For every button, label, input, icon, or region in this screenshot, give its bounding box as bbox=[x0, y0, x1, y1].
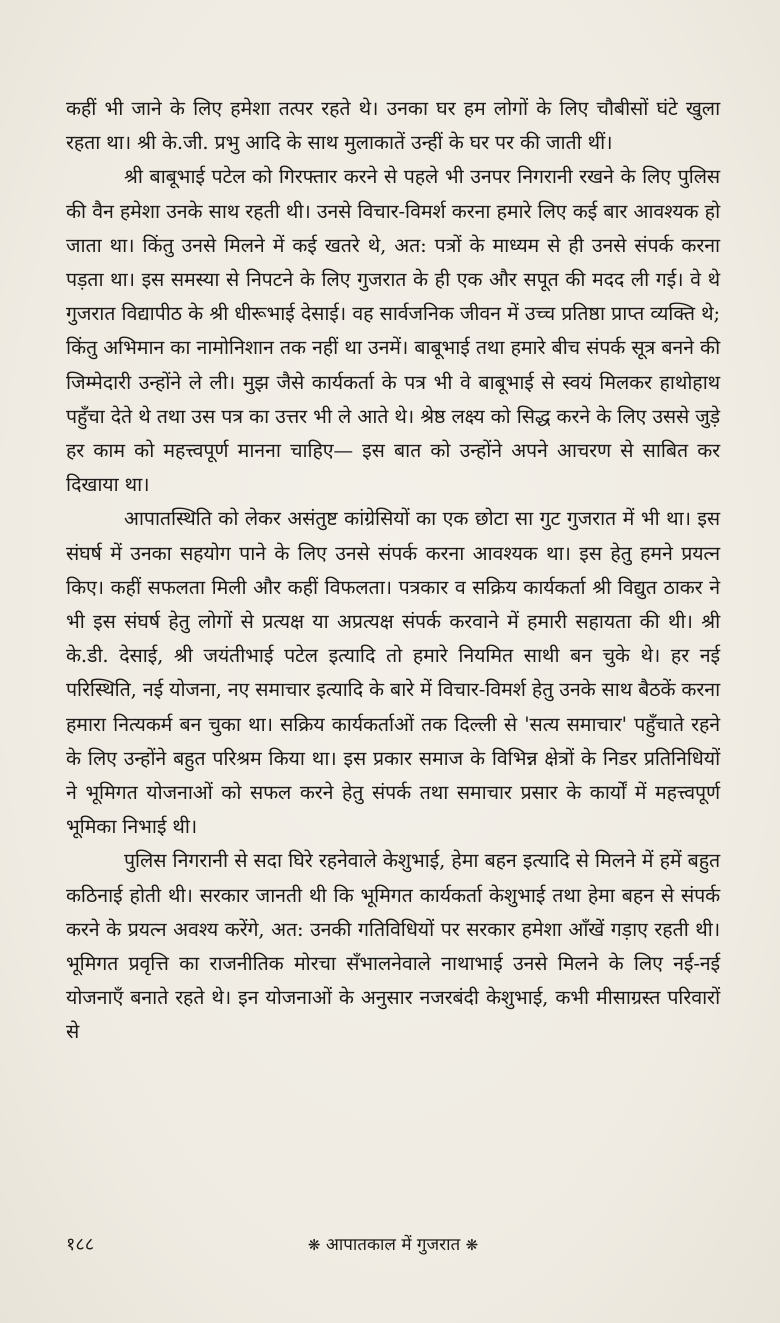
running-title bbox=[66, 1232, 720, 1255]
paragraph-keshubhai: पुलिस निगरानी से सदा घिरे रहनेवाले केशुभाई, हेमा बहन इत्यादि से मिलने में हमें बहुत कठिनाई होती थी। सरकार जानती थी कि भूमिगत कार्यकर्ता केशुभाई तथा हेमा बहन से संपर्क करने के प्रयत्न अवश्य करेंगे, अत: उनकी गतिविधियों पर सरकार हमेशा आँखें गड़ाए रहती थी। भूमिगत प्रवृत्ति का राजनीतिक मोरचा सँभालनेवाले नाथाभाई उनसे मिलने के लिए नई-नई योजनाएँ बनाते रहते थे। इन योजनाओं के अनुसार नजरबंदी केशुभाई, कभी मीसाग्रस्त परिवारों से bbox=[66, 849, 720, 1044]
paragraph-babubhai: श्री बाबूभाई पटेल को गिरफ्तार करने से पहले भी उनपर निगरानी रखने के लिए पुलिस की वैन हमेशा उनके साथ रहती थी। उनसे विचार-विमर्श करना हमारे लिए कई बार आवश्यक हो जाता था। किंतु उनसे मिलने में कई खतरे थे, अत: पत्रों के माध्यम से ही उनसे संपर्क करना पड़ता था। इस समस्या से निपटने के लिए गुजरात के ही एक और सपूत की मदद ली गई। वे थे गुजरात विद्यापीठ के श्री धीरूभाई देसाई। वह सार्वजनिक जीवन में उच्च प्रतिष्ठा प्राप्त व्यक्ति थे; किंतु अभिमान का नामोनिशान तक नहीं था उनमें। बाबूभाई तथा हमारे बीच संपर्क सूत्र बनने की जिम्मेदारी उन्होंने ले ली। मुझ जैसे कार्यकर्ता के पत्र भी वे बाबूभाई से स्वयं मिलकर हाथोहाथ पहुँचा देते थे तथा उस पत्र का उत्तर भी ले आते थे। श्रेष्ठ लक्ष्य को सिद्ध करने के लिए उससे जुड़े हर काम को महत्त्वपूर्ण मानना चाहिए— इस बात को उन्होंने अपने आचरण से साबित कर दिखाया था। bbox=[66, 165, 720, 497]
running-title-text: आपातकाल में गुजरात bbox=[325, 1235, 461, 1255]
paragraph-congress-group: आपातस्थिति को लेकर असंतुष्ट कांग्रेसियों का एक छोटा सा गुट गुजरात में भी था। इस संघर्ष में उनका सहयोग पाने के लिए उनसे संपर्क करना आवश्यक था। इस हेतु हमने प्रयत्न किए। कहीं सफलता मिली और कहीं विफलता। पत्रकार व सक्रिय कार्यकर्ता श्री विद्युत ठाकर ने भी इस संघर्ष हेतु लोगों से प्रत्यक्ष या अप्रत्यक्ष संपर्क करवाने में हमारी सहायता की थी। श्री के.डी. देसाई, श्री जयंतीभाई पटेल इत्यादि तो हमारे नियमित साथी बन चुके थे। हर नई परिस्थिति, नई योजना, नए समाचार इत्यादि के बारे में विचार-विमर्श हेतु उनके साथ बैठकें करना हमारा नित्यकर्म बन चुका था। सक्रिय कार्यकर्ताओं तक दिल्ली से 'सत्य समाचार' पहुँचाते रहने के लिए उन्होंने बहुत परिश्रम किया था। इस प्रकार समाज के विभिन्न क्षेत्रों के निडर प्रतिनिधियों ने भूमिगत योजनाओं को सफल करने हेतु संपर्क तथा समाचार प्रसार के कार्यों में महत्त्वपूर्ण भूमिका निभाई थी। bbox=[66, 507, 720, 839]
page-footer bbox=[66, 1232, 720, 1262]
body-text bbox=[66, 92, 720, 1050]
ornament-left-icon: ❋ bbox=[307, 1236, 321, 1254]
paragraph-continuation: कहीं भी जाने के लिए हमेशा तत्पर रहते थे। उनका घर हम लोगों के लिए चौबीसों घंटे खुला रहता था। श्री के.जी. प्रभु आदि के साथ मुलाकातें उन्हीं के घर पर की जाती थीं। bbox=[66, 97, 720, 155]
page-number: १८८ bbox=[66, 1234, 95, 1255]
ornament-right-icon: ❋ bbox=[465, 1236, 479, 1254]
